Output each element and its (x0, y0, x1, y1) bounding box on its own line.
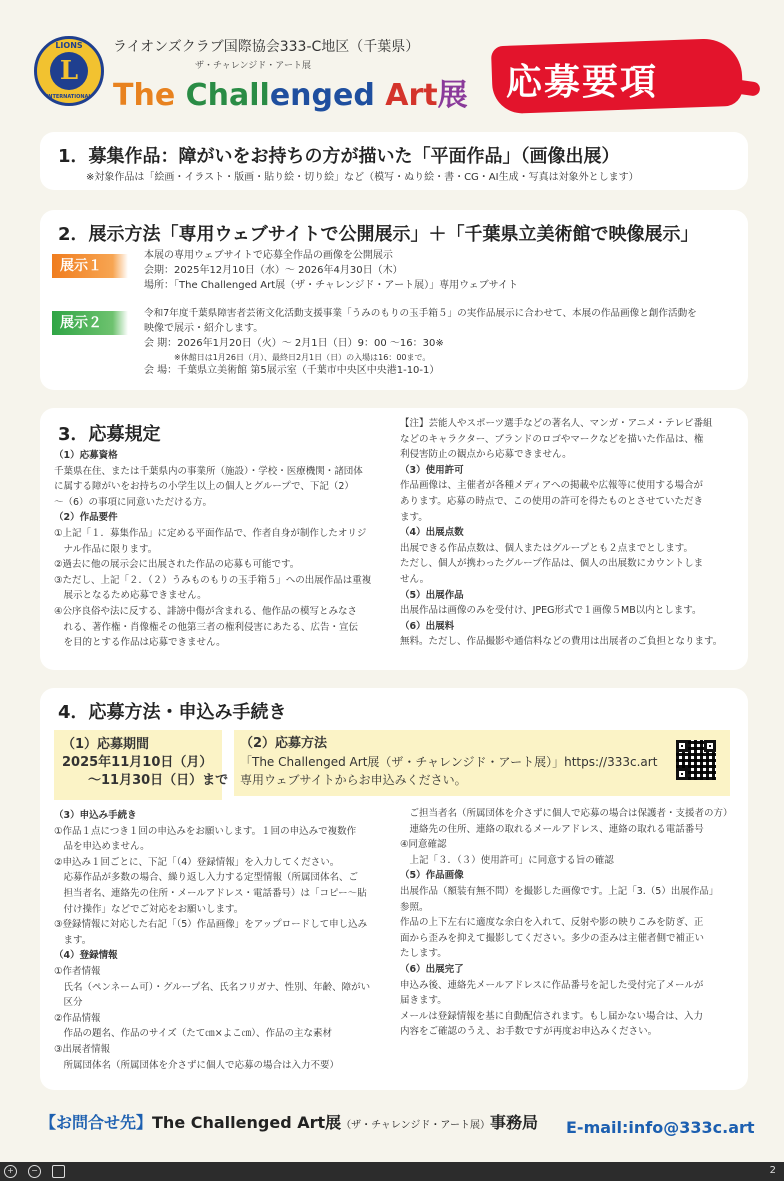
section-2-heading: 2．展示方法「専用ウェブサイトで公開展示」＋「千葉県立美術館で映像展示」 (58, 224, 699, 245)
zoom-out-icon[interactable]: − (28, 1165, 41, 1178)
text-line: 連絡先の住所、連絡の取れるメールアドレス、連絡の取れる電話番号 (400, 823, 704, 835)
text-line: 付け操作」などでご対応をお願いします。 (54, 903, 244, 915)
method-line: 専用ウェブサイトからお申込みください。 (240, 773, 467, 787)
section-3-heading: 3．応募規定 (58, 424, 161, 445)
exhibit-2-line: 令和7年度千葉県障害者芸術文化活動支援事業「うみのもりの玉手箱５」の実作品展示に合わせて、本展の作品画像と創作活動を (144, 308, 697, 319)
text-line: を目的とする作品は応募できません。 (54, 637, 226, 649)
text-line: （3）申込み手続き (54, 810, 137, 821)
exhibit-1-line: 本展の専用ウェブサイトで応募全作品の画像を公開展示 (144, 250, 393, 261)
text-line: ①上記「１．募集作品」に定める平面作品で、作者自身が制作したオリジ (54, 528, 367, 539)
text-line: ③登録情報に対応した右記「（5）作品画像」をアップロードして申し込み (54, 919, 368, 931)
lions-logo (34, 36, 104, 106)
text-line: 品を申込めません。 (54, 841, 150, 853)
text-line: 出展できる作品点数は、個人またはグループとも２点までとします。 (400, 542, 693, 554)
text-line: ④同意確認 (400, 839, 447, 851)
viewer-toolbar (0, 1162, 784, 1181)
exhibit-2-tag: 展示２ (52, 311, 128, 335)
text-line: ます。 (54, 934, 92, 946)
text-line: ①作者情報 (54, 966, 101, 977)
text-line: ③出展者情報 (54, 1044, 111, 1055)
text-line: 利侵害防止の観点から応募できません。 (400, 449, 572, 461)
brand-title (113, 70, 468, 114)
section-1-note: ※対象作品は「絵画・イラスト・版画・貼り絵・切り絵」など（模写・ぬり絵・書・CG・AI生成・写真は対象外とします） (86, 172, 639, 183)
text-line: （5）出展作品 (400, 589, 464, 601)
text-line: ②作品情報 (54, 1012, 101, 1024)
section-4-card (40, 688, 748, 1090)
text-line: たします。 (400, 948, 447, 960)
text-line: せん。 (400, 574, 430, 585)
brand-part: 展 (437, 78, 468, 113)
logo-bottom-text: INTERNATIONAL (46, 94, 92, 100)
page-title: 応募要項 (506, 62, 659, 103)
text-line: 【注】芸能人やスポーツ選手などの著名人、マンガ・アニメ・テレビ番組 (400, 418, 713, 429)
text-line: 千葉県在住、または千葉県内の事業所（施設）・学校・医療機関・諸団体 (54, 465, 363, 477)
text-line: （4）登録情報 (54, 950, 118, 962)
text-line: 区分 (54, 997, 83, 1009)
brand-ruby: ザ・チャレンジド・アート展 (195, 61, 312, 71)
text-line: （5）作品画像 (400, 870, 464, 882)
text-line: 作品の題名、作品のサイズ（たて㎝×よこ㎝）、作品の主な素材 (54, 1028, 332, 1040)
section-3-card (40, 408, 748, 670)
brand-part: Art (385, 78, 438, 113)
qr-code[interactable] (676, 740, 716, 780)
text-line: ②申込み１回ごとに、下記「（4）登録情報」を入力してください。 (54, 856, 340, 868)
section-4-heading: 4．応募方法・申込み手続き (58, 702, 287, 723)
logo-top-text: LIONS (55, 41, 83, 50)
period-title: （1）応募期間 (62, 737, 150, 752)
organization-name: ライオンズクラブ国際協会333-C地区（千葉県） (113, 39, 420, 55)
contact-ruby: （ザ・チャレンジド・アート展） (341, 1120, 491, 1131)
text-line: 作品画像は、主催者が各種メディアへの掲載や広報等に使用する場合が (400, 480, 704, 492)
text-line: （1）応募資格 (54, 450, 118, 461)
contact-line (40, 1110, 538, 1133)
text-line: 氏名（ペンネーム可）・グループ名、氏名フリガナ、性別、年齢、障がい (54, 981, 371, 993)
brand-part: Chall (185, 78, 270, 113)
contact-label: 【お問合せ先】 (40, 1113, 153, 1132)
zoom-in-icon[interactable]: + (4, 1165, 17, 1178)
text-line: あります。応募の時点で、この使用の許可を得たものとさせていただき (400, 496, 704, 507)
text-line: 出展作品（額装有無不問）を撮影した画像です。上記「3.（5）出展作品」 (400, 886, 719, 897)
text-line: ただし、個人が携わったグループ作品は、個人の出展数にカウントしま (400, 558, 704, 570)
qr-finder (676, 740, 688, 752)
text-line: などのキャラクター、ブランドのロゴやマークなどを描いた作品は、権 (400, 433, 704, 445)
section-1-card (40, 132, 748, 190)
text-line: に属する障がいをお持ちの小学生以上の個人とグループで、下記（2） (54, 481, 354, 493)
method-line: 「The Challenged Art展（ザ・チャレンジド・アート展）」https://333c.art (240, 755, 658, 769)
exhibit-2-line: ※休館日は1月26日（月）、最終日2月1日（日）の入場は16：00まで。 (174, 353, 431, 362)
text-line: （6）出展料 (400, 620, 455, 632)
period-line: ～11月30日（日）まで (88, 773, 229, 788)
page-number: 2 (769, 1165, 776, 1176)
text-line: ②過去に他の展示会に出展された作品の応募も可能です。 (54, 559, 300, 571)
text-line: ご担当者名（所属団体を介さずに個人で応募の場合は保護者・支援者の方） (400, 808, 733, 819)
text-line: ①作品１点につき１回の申込みをお願いします。１回の申込みで複数作 (54, 825, 357, 837)
text-line: ④公序良俗や法に反する、誹謗中傷が含まれる、他作品の模写とみなさ (54, 606, 358, 617)
text-line: ～（6）の事項に同意いただける方。 (54, 496, 213, 508)
text-line: 担当者名、連絡先の住所・メールアドレス・電話番号）は「コピー～貼 (54, 888, 367, 899)
logo-letter: L (50, 52, 88, 90)
exhibit-2-line: 映像で展示・紹介します。 (144, 323, 264, 334)
exhibit-2-line: 会 場：千葉県立美術館 第5展示室（千葉市中央区中央港1-10-1） (144, 365, 440, 376)
page-icon[interactable] (52, 1165, 65, 1178)
text-line: 参照。 (400, 901, 429, 913)
qr-finder (676, 768, 688, 780)
text-line: ナル作品に限ります。 (54, 543, 158, 555)
text-line: メールは登録情報を基に自動配信されます。もし届かない場合は、入力 (400, 1010, 704, 1022)
text-line: 申込み後、連絡先メールアドレスに作品番号を記した受付完了メールが (400, 979, 704, 991)
exhibit-1-line: 会期：2025年12月10日（水）～ 2026年4月30日（木） (144, 265, 403, 276)
text-line: 内容をご確認のうえ、お手数ですが再度お申込みください。 (400, 1026, 658, 1038)
contact-email[interactable]: E-mail:info@333c.art (566, 1118, 755, 1137)
text-line: （4）出展点数 (400, 527, 464, 539)
text-line: 所属団体名（所属団体を介さずに個人で応募の場合は入力不要） (54, 1059, 340, 1071)
text-line: （2）作品要件 (54, 512, 118, 524)
period-line: 2025年11月10日（月） (62, 755, 213, 770)
text-line: （6）出展完了 (400, 964, 464, 975)
exhibit-1-line: 場所：「The Challenged Art展（ザ・チャレンジド・アート展）」専用ウェブサイト (144, 280, 518, 291)
contact-office: 事務局 (490, 1113, 539, 1132)
text-line: れる、著作権・肖像権その他第三者の権利侵害にあたる、広告・宣伝 (54, 621, 359, 633)
text-line: （3）使用許可 (400, 464, 464, 476)
text-line: 応募作品が多数の場合、繰り返し入力する定型情報（所属団体名、ご (54, 872, 359, 884)
section-1-heading: 1．募集作品：障がいをお持ちの方が描いた「平面作品」（画像出展） (58, 146, 620, 167)
text-line: 作品の上下左右に適度な余白を入れて、反射や影の映りこみを防ぎ、正 (400, 917, 704, 929)
exhibit-2-line: 会 期：2026年1月20日（火）～ 2月1日（日）9：00 ～16：30※ (144, 338, 444, 349)
exhibit-1-tag: 展示１ (52, 254, 128, 278)
section-2-card (40, 210, 748, 390)
method-title: （2）応募方法 (240, 736, 328, 751)
text-line: 上記「３．（３）使用許可」に同意する旨の確認 (400, 854, 614, 866)
text-line: ③ただし、上記「２．（２）うみものもりの玉手箱５」への出展作品は重複 (54, 574, 372, 586)
text-line: 無料。ただし、作品撮影や通信料などの費用は出展者のご負担となります。 (400, 636, 723, 648)
brand-part: The (113, 78, 186, 113)
text-line: ます。 (400, 511, 428, 523)
text-line: 面から歪みを抑えて撮影してください。多少の歪みは主催者側で補正い (400, 932, 705, 944)
text-line: 展示となるため応募できません。 (54, 590, 207, 602)
brand-part: enged (269, 78, 386, 113)
contact-name: The Challenged Art展 (152, 1113, 342, 1132)
qr-finder (704, 740, 716, 752)
text-line: 届きます。 (400, 995, 447, 1007)
text-line: 出展作品は画像のみを受付け、JPEG形式で１画像５MB以内とします。 (400, 605, 702, 617)
